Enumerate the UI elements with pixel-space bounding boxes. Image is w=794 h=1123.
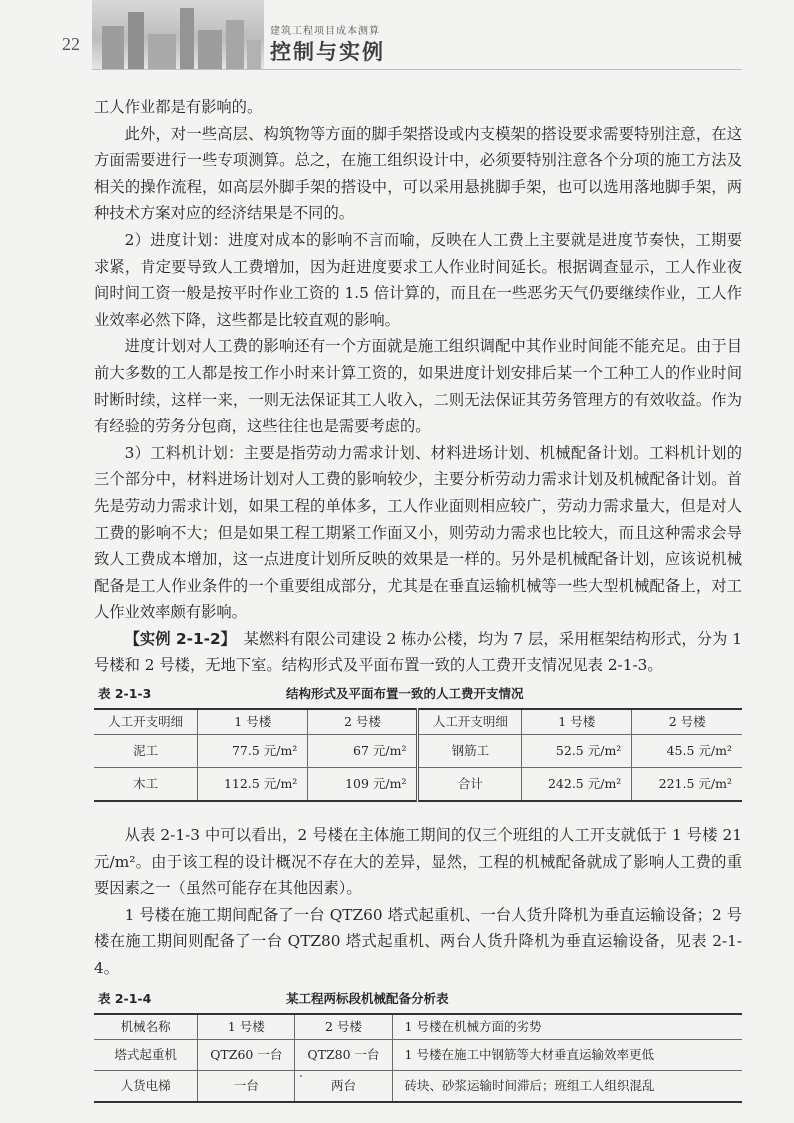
table-header-cell: 2 号楼 (632, 709, 742, 735)
table-header-cell: 2 号楼 (295, 1014, 392, 1040)
example-label: 【实例 2-1-2】 (124, 629, 229, 648)
paragraph-equipment: 1 号楼在施工期间配备了一台 QTZ60 塔式起重机、一台人货升降机为垂直运输设备；2 号楼在施工期间则配备了一台 QTZ80 塔式起重机、两台人货升降机为垂直运输设备，见表 2-1-4。 (94, 905, 742, 978)
table-cell: QTZ60 一台 (198, 1039, 295, 1070)
paragraph-schedule: 2）进度计划：进度对成本的影响不言而喻，反映在人工费上主要就是进度节奏快，工期要求紧，肯定要导致人工费增加，因为赶进度要求工人作业时间延长。根据调查显示，工人作业夜间时间工资一般是按平时作业工资的 1.5 倍计算的，而且在一些恶劣天气仍要继续作业，工人作业效率必然下降，这些都是比较直观的影响。 (94, 230, 742, 329)
table-cell: 45.5 元/m² (632, 735, 742, 768)
paragraph: 工人作业都是有影响的。 (94, 98, 263, 116)
table-cell: 人货电梯 (94, 1070, 198, 1102)
page-header (0, 0, 794, 72)
table-header-cell: 1 号楼 (198, 1014, 295, 1040)
paragraph: 进度计划对人工费的影响还有一个方面就是施工组织调配中其作业时间能不能充足。由于目前大多数的工人都是按工作小时来计算工资的，如果进度计划安排后某一个工种工人的作业时间时断时续，这样一来，一则无法保证其工人收入，二则无法保证其劳务管理方的有效收益。作为有经验的劳务分包商，这些往往也是需要考虑的。 (94, 337, 742, 436)
table-cell: 塔式起重机 (94, 1039, 198, 1070)
labor-cost-table (94, 708, 742, 802)
table-cell: 木工 (94, 768, 198, 802)
table-cell: 钢筋工 (418, 735, 522, 768)
paragraph: 此外，对一些高层、构筑物等方面的脚手架搭设或内支模架的搭设要求需要特别注意，在这方面需要进行一些专项测算。总之，在施工组织设计中，必须要特别注意各个分项的施工方法及相关的操作流程，如高层外脚手架的搭设中，可以采用悬挑脚手架，也可以选用落地脚手架，两种技术方案对应的经济结果是不同的。 (94, 124, 742, 223)
table-row (94, 1070, 742, 1102)
table-cell: 77.5 元/m² (198, 735, 308, 768)
table-cell: 1 号楼在施工中钢筋等大材垂直运输效率更低 (392, 1039, 742, 1070)
header-banner-image (92, 0, 264, 70)
paragraph-analysis: 从表 2-1-3 中可以看出，2 号楼在主体施工期间的仅三个班组的人工开支就低于 1 号楼 21 元/m²。由于该工程的设计概况不存在大的差异，显然，工程的机械配备就成了影响人工费的重要因素之一（虽然可能存在其他因素）。 (94, 826, 742, 898)
table-header-row (94, 709, 742, 735)
table1-number: 表 2-1-3 (98, 686, 152, 702)
example-paragraph (94, 626, 742, 679)
page-body (94, 94, 742, 1103)
page-number: 22 (62, 34, 80, 54)
table-cell: 221.5 元/m² (632, 768, 742, 802)
scan-speck (300, 1075, 302, 1077)
table-header-cell: 1 号楼 (198, 709, 308, 735)
table-cell: QTZ80 一台 (295, 1039, 392, 1070)
table-header-cell: 1 号楼在机械方面的劣势 (392, 1014, 742, 1040)
table-row (94, 768, 742, 802)
paragraph-resource-plan: 3）工料机计划：主要是指劳动力需求计划、材料进场计划、机械配备计划。工料机计划的三个部分中，材料进场计划对人工费的影响较少，主要分析劳动力需求计划及机械配备计划。首先是劳动力需求计划，如果工程的单体多，工人作业面则相应较广，劳动力需求量大，但是对人工费的影响不大；但是如果工程工期紧工作面又小，则劳动力需求也比较大，而且这种需求会导致人工费成本增加，这一点进度计划所反映的效果是一样的。另外是机械配备计划，应该说机械配备是工人作业条件的一个重要组成部分，尤其是在垂直运输机械等一些大型机械配备上，对工人作业效率颇有影响。 (94, 443, 742, 622)
table-header-cell: 人工开支明细 (418, 709, 522, 735)
table-row (94, 735, 742, 768)
table-cell: 242.5 元/m² (522, 768, 632, 802)
table-cell: 52.5 元/m² (522, 735, 632, 768)
table-header-cell: 人工开支明细 (94, 709, 198, 735)
table-header-cell: 2 号楼 (308, 709, 418, 735)
table-cell: 109 元/m² (308, 768, 418, 802)
table-cell: 一台 (198, 1070, 295, 1102)
series-title: 建筑工程项目成本测算 (270, 26, 380, 37)
table2-number: 表 2-1-4 (98, 990, 152, 1006)
table-cell: 两台 (295, 1070, 392, 1102)
table-header-cell: 1 号楼 (522, 709, 632, 735)
table-cell: 砖块、砂浆运输时间滞后；班组工人组织混乱 (392, 1070, 742, 1102)
table-header-cell: 机械名称 (94, 1014, 198, 1040)
table1-caption (94, 685, 742, 703)
table-row (94, 1039, 742, 1070)
table-cell: 合计 (418, 768, 522, 802)
table-cell: 67 元/m² (308, 735, 418, 768)
equipment-table (94, 1013, 742, 1103)
book-title: 控制与实例 (270, 40, 385, 64)
table-cell: 112.5 元/m² (198, 768, 308, 802)
table2-title: 某工程两标段机械配备分析表 (286, 990, 449, 1006)
header-divider (92, 69, 742, 70)
table-cell: 泥工 (94, 735, 198, 768)
table2-caption (94, 990, 742, 1008)
example-text: 某燃料有限公司建设 2 栋办公楼，均为 7 层，采用框架结构形式，分为 1 号楼和 2 号楼，无地下室。结构形式及平面布置一致的人工费开支情况见表 2-1-3。 (94, 629, 742, 675)
table1-title: 结构形式及平面布置一致的人工费开支情况 (286, 686, 524, 702)
table-header-row (94, 1014, 742, 1040)
